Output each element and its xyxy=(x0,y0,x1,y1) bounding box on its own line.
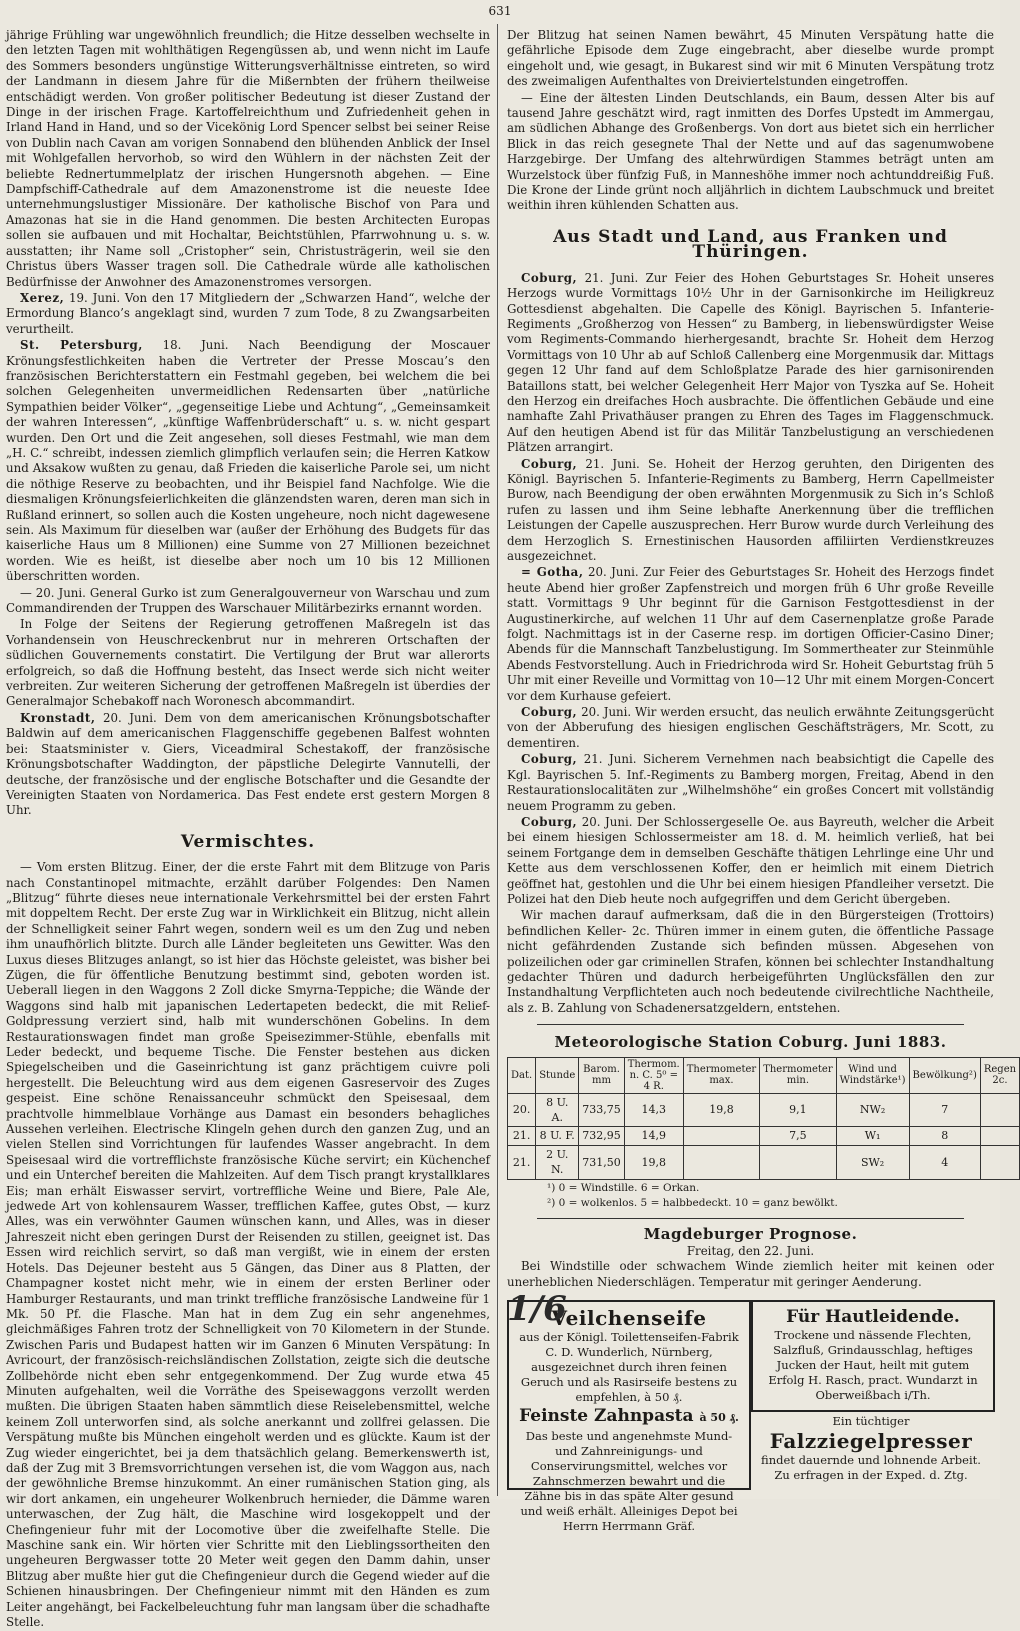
meteo-header-cell: Regen 2c. xyxy=(980,1057,1019,1093)
meteo-note: ²) 0 = wolkenlos. 5 = halbbedeckt. 10 = ganz bewölkt. xyxy=(547,1196,838,1209)
meteo-cell: NW₂ xyxy=(836,1093,909,1127)
meteo-cell xyxy=(980,1145,1019,1179)
ad-text: Trockene und nässende Flechten, Salzfluß, Grindausschlag, heftiges Jucken der Haut, heilt mit gutem Erfolg H. Rasch, pract. Wundarzt in Oberweißbach i/Th. xyxy=(768,1328,978,1403)
dateline: Coburg, xyxy=(521,814,578,829)
meteo-header-cell: Dat. xyxy=(508,1057,536,1093)
dateline: Kronstadt, xyxy=(20,710,96,725)
article-paragraph xyxy=(6,711,490,819)
meteo-note: ¹) 0 = Windstille. 6 = Orkan. xyxy=(547,1181,700,1194)
meteo-cell xyxy=(980,1127,1019,1145)
meteo-cell: 731,50 xyxy=(579,1145,625,1179)
dateline: Coburg, xyxy=(521,270,578,285)
ad-text: findet dauernde und lohnende Arbeit. Zu erfragen in der Exped. d. Ztg. xyxy=(761,1453,981,1483)
article-text: 19. Juni. Von den 17 Mitgliedern der „Schwarzen Hand“, welche der Ermordung Blanco’s angeklagt sind, wurden 7 zum Tode, 8 zu Zwangsarbeiten verurtheilt. xyxy=(6,290,490,336)
meteo-cell: 9,1 xyxy=(760,1093,836,1127)
meteo-header-cell: Wind und Windstärke¹) xyxy=(836,1057,909,1093)
article-text: 18. Juni. Nach Beendigung der Moscauer Krönungsfestlichkeiten haben die Vertreter der Presse Moscau’s den französischen Berichterstattern ein Festmahl gegeben, bei welchem die bei solchen Gelegenheiten unvermeidlichen Redensarten über „natürliche Sympathien beider Völker“, „gegenseitige Liebe und Achtung“, „Gemeinsamkeit der wahren Interessen“, „künftige Waffenbrüderschaft“ u. s. w. nicht gespart wurden. Den Ort und die Zeit angesehen, soll dieses Festmahl, wie man dem „H. C.“ schreibt, indessen ziemlich glimpflich verlaufen sein; die Herren Katkow und Aksakow wußten zu genau, daß Frieden die kaiserliche Parole sei, um nicht die nöthige Reserve zu beobachten, und ihr Beispiel fand Nachfolge. Wie die diesmaligen Krönungsfeierlichkeiten die glänzendsten waren, deren man sich in Rußland erinnert, so sollen auch die Kosten ungeheure, noch nicht dagewesene sein. Als Maximum für dieselben war (außer der Erhöhung des Budgets für das kaiserliche Haus um 8 Millionen) eine Summe von 27 Millionen bezeichnet worden. Wie es heißt, ist dieselbe aber noch um 10 bis 12 Millionen überschritten worden. xyxy=(6,338,491,584)
advertisements xyxy=(507,1289,994,1534)
prognose-date: Freitag, den 22. Juni. xyxy=(686,1244,815,1259)
meteo-header-cell: Barom. mm xyxy=(579,1057,625,1093)
meteo-cell: 733,75 xyxy=(579,1093,625,1127)
table-row xyxy=(508,1145,1020,1179)
meteo-cell: 14,9 xyxy=(624,1127,683,1145)
dateline: Coburg, xyxy=(521,705,578,720)
article-text: 20. Juni. Dem von dem americanischen Krönungsbotschafter Baldwin auf dem americanischen Flaggenschiffe gegebenen Balfest wohnten bei: Staatsminister v. Giers, Viceadmiral Schestakoff, der französische Krönungsbotschafter Waddington, der päpstliche Delegirte Vannutelli, der deutsche, der französische und der englische Botschafter und die Gesandte der Vereinigten Staaten von Nordamerica. Das Fest endete erst gestern Morgen 8 Uhr. xyxy=(6,710,491,818)
article-text: 20. Juni. Zur Feier des Geburtstages Sr. Hoheit des Herzogs findet heute Abend hier großer Zapfenstreich und morgen früh 6 Uhr große Reveille statt. Vormittags 9 Uhr beginnt für die Garnison Festgottesdienst in der Augustinerkirche, auf welchen 11 Uhr auf dem Casernenplatze große Parade folgt. Nachmittags ist in der Caserne resp. im dortigen Officier-Casino Diner; Abends für die Mannschaft Tanzbelustigung. Im Sommertheater zur Steinmühle Abends Festvorstellung. Auch in Friedrichroda wird Sr. Hoheit Geburtstag früh 5 Uhr mit einer Reveille und Vormittag von 10—12 Uhr mit einem Morgen-Concert vor dem Kurhause gefeiert. xyxy=(507,565,995,703)
table-row xyxy=(508,1127,1020,1145)
meteo-cell: 21. xyxy=(508,1127,536,1145)
ad-hautleidende xyxy=(751,1300,995,1412)
section-rule xyxy=(537,1024,964,1025)
meteo-cell: 8 U. F. xyxy=(536,1127,579,1145)
ad-title: Falzziegelpresser xyxy=(769,1429,973,1454)
article-paragraph xyxy=(507,457,994,565)
article-text: 20. Juni. Wir werden ersucht, das neulich erwähnte Zeitungsgerücht von der Abberufung des hiesigen englischen Geschäftsträgers, Mr. Scott, zu dementiren. xyxy=(507,705,995,750)
right-column xyxy=(507,28,1017,1534)
meteo-header-cell: Bewölkung²) xyxy=(909,1057,980,1093)
section-heading-stadt-land: Aus Stadt und Land, aus Franken und Thüringen. xyxy=(553,226,948,263)
ad-title: Für Hautleidende. xyxy=(786,1307,960,1328)
ad-price: à 50 ₰. xyxy=(699,1411,739,1425)
meteo-cell: 21. xyxy=(508,1145,536,1179)
article-paragraph: — Vom ersten Blitzug. Einer, der die erste Fahrt mit dem Blitzuge von Paris nach Constantinopel mitmachte, erzählt darüber Folgendes: Den Namen „Blitzug“ führte dieses neue internationale Verkehrsmittel bei der ersten Fahrt mit doppeltem Recht. Der erste Zug war in Wirklichkeit ein Blitzug, nicht allein der Schnelligkeit seiner Fahrt wegen, sondern weil es um den Zug und neben ihm unaufhörlich blitzte. Durch alle Länder begleiteten uns Gewitter. Was den Luxus dieses Blitzuges anlangt, so ist hier das Höchste geleistet, was bisher bei Zügen, die für öffentliche Benutzung bestimmt sind, geboten worden ist. Ueberall liegen in den Waggons 2 Zoll dicke Smyrna-Teppiche; die Wände der Waggons sind halb mit japanischen Ledertapeten bedeckt, die mit Relief-Goldpressung verziert sind, halb mit wunderschönen Gobelins. In dem Restaurationswagen findet man große Speisezimmer-Stühle, ebenfalls mit Leder bedeckt, und bequeme Tische. Die Fenster bestehen aus dicken Spiegelscheiben und die Gaseinrichtung ist ganz prächtigem cuivre poli hergestellt. Die Beleuchtung wird aus dem eigenen Gasreservoir des Zuges gespeist. Eine schöne Renaissanceuhr schmückt den Speisesaal, dem prachtvolle himmelblaue Vorhänge aus Damast ein besonders behagliches Aussehen verleihen. Electrische Klingeln gehen durch den ganzen Zug, und an vielen Stellen sind Vorrichtungen für laufendes Wasser angebracht. In dem Speisesaal wird die vortrefflichste französische Küche servirt; ein Küchenchef und ein Unterchef bereiten die Mahlzeiten. Auf dem Tisch prangt krystallklares Eis; man erhält Eiswasser servirt, vortreffliche Weine und Biere, Pale Ale, jedwede Art von kohlensaurem Wasser, trefflichen Kaffee, gutes Obst, — kurz Alles, was ein verwöhnter Gaumen wünschen kann, und Alles, was in dieser Jahreszeit nicht eben geringen Durst der Reisenden zu stillen, geeignet ist. Das Essen wird reichlich servirt, so daß man vergißt, wie in einem der ersten Hotels. Das Dejeuner besteht aus 5 Gängen, das Diner aus 8 Platten, der Champagner kostet nicht mehr, wie in einem der ersten Berliner oder Hamburger Restaurants, und man trinkt treffliche französische Landweine für 1 Mk. 50 Pf. die Flasche. Man hat in dem Zug ein sehr angenehmes, gleichmäßiges Fahren trotz der Schnelligkeit von 70 Kilometern in der Stunde. Zwischen Paris und Budapest hatten wir im Ganzen 6 Minuten Verspätung: In Avricourt, der französisch-reichsländischen Zollstation, zeigte sich die deutsche Zollbehörde nicht eben sehr entgegenkommend. Der Zug wurde etwa 45 Minuten aufgehalten, weil die Vorräthe des Speisewaggons verzollt werden mußten. Die übrigen Staaten haben sämmtlich diese Reiselebensmittel, welche keinem Zoll unterworfen sind, als solche anerkannt und zollfrei gelassen. Die Verspätung mußte bis München eingeholt werden und es glückte. Kaum ist der Zug wieder eingerichtet, bei ja dem thatsächlich gelang. Bemerkenswerth ist, daß der Zug mit 3 Bremsvorrichtungen versehen ist, die vom Waggon aus, nach der gewöhnliche Bremse hinzukommt. An einer rumänischen Station ging, als wir dort ankamen, ein ungeheurer Wolkenbruch hernieder, die Dämme waren unterwaschen, der Zug hält, die Maschine wird losgekoppelt und der Chefingenieur fuhr mit der Locomotive über die zweifelhafte Stelle. Die Maschine sank ein. Wir hörten vier Schritte mit den Lieblingssortheiten den ungeheuren Bergwasser totte 20 Meter weit gegen den Damm dahin, unser Blitzug aber mußte hier gut die Chefingenieur durch die Gegend wieder auf die Schienen hinausbringen. Der Chefingenieur nimmt mit den Händen es zum Leiter angehängt, bei Fackelbeleuchtung fuhr man langsam über die schadhafte Stelle. xyxy=(6,860,490,1630)
article-paragraph xyxy=(507,815,994,907)
ad-veilchenseife xyxy=(507,1289,751,1534)
column-divider xyxy=(497,24,498,1496)
article-text: 21. Juni. Zur Feier des Hohen Geburtstages Sr. Hoheit unseres Herzogs wurde Vormittags 10½ Uhr in der Garnisonkirche im Heiligkreuz Gottesdienst abgehalten. Die Capelle des Königl. Bayrischen 5. Infanterie-Regiments „Großherzog von Hessen“ zu Bamberg, in liebenswürdigster Weise vom Regiments-Commando hierhergesandt, brachte Sr. Hoheit dem Herzog Vormittags von 10 Uhr ab auf Schloß Callenberg eine Morgenmusik dar. Mittags gegen 12 Uhr fand auf dem Schloßplatze Parade des hier garnisonirenden Bataillons statt, bei welcher Gelegenheit Herr Major von Tyszka auf Se. Hoheit den Herzog ein dreifaches Hoch ausbrachte. Die öffentlichen Gebäude und eine namhafte Zahl Privathäuser prangen zu Ehren des Tages im Flaggenschmuck. Auf den heutigen Abend ist für das Militär Tanzbelustigung an verschiedenen Plätzen arrangirt. xyxy=(507,270,994,455)
article-text: 21. Juni. Se. Hoheit der Herzog geruhten, den Dirigenten des Königl. Bayrischen 5. Infanterie-Regiments zu Bamberg, Herrn Capellmeister Burow, nach Beendigung der oben erwähnten Morgenmusik zu Sich in’s Schloß rufen zu lassen und ihm Seine lebhafte Anerkennung über die trefflichen Leistungen der Capelle auszusprechen. Herr Burow wurde durch Verleihung des dem Herzoglich S. Ernestinischen Hausorden affiliirten Verdienstkreuzes ausgezeichnet. xyxy=(507,456,995,563)
meteo-cell xyxy=(683,1127,759,1145)
article-paragraph: jährige Frühling war ungewöhnlich freundlich; die Hitze desselben wechselte in den letzten Tagen mit wohlthätigen Regengüssen ab, und wenn nicht im Laufe des Sommers besonders ungünstige Witterungsverhältnisse eintreten, so wird der Landmann in diesem Jahre für die Mißernbten der frühern theilweise entschädigt werden. Von großer politischer Bedeutung ist dieser Zustand der Dinge in der irischen Frage. Kartoffelreichthum und Zufriedenheit gehen in Irland Hand in Hand, und so der Vicekönig Lord Spencer selbst bei seiner Reise von Dublin nach Cavan am vorigen Sonnabend den blühenden Anblick der Insel mit Wohlgefallen hervorhob, so wird den Wühlern in der nächsten Zeit der beliebte Rednertummelplatz der irischen Hungersnoth abgehen. — Eine Dampfschiff-Cathedrale auf dem Amazonenstrome ist die neueste Idee unternehmungslustiger Missionäre. Der katholische Bischof von Para und Amazonas hat sie in die Hand genommen. Die besten Architecten Europas sollen sie aufbauen und mit Hochaltar, Beichtstühlen, Pfarrwohnung u. s. w. ausstatten; ihr Name soll „Cristopher“ sein, Christusträgerin, weil sie den Christus übers Wasser tragen soll. Die Cathedrale würde alle katholischen Bedürfnisse der Anwohner des Amazonenstromes versorgen. xyxy=(6,28,490,289)
meteo-cell: 2 U. N. xyxy=(536,1145,579,1179)
meteo-cell xyxy=(683,1145,759,1179)
ad-text: Das beste und angenehmste Mund- und Zahnreinigungs- und Conservirungsmittel, welches vor Zahnschmerzen bewahrt und die Zähne bis in das späte Alter gesund und weiß erhält. Alleiniges Depot bei Herrn Herrmann Gräf. xyxy=(520,1429,738,1534)
ad-subtitle: Feinste Zahnpasta xyxy=(519,1406,694,1427)
page-number: 631 xyxy=(488,4,512,18)
article-paragraph xyxy=(507,705,994,751)
meteo-cell xyxy=(760,1145,836,1179)
meteo-table xyxy=(507,1057,1020,1180)
dateline: = Gotha, xyxy=(521,565,584,580)
ad-text: aus der Königl. Toilettenseifen-Fabrik C. D. Wunderlich, Nürnberg, ausgezeichnet durch ihren feinen Geruch und als Rasirseife bestens zu empfehlen, à 50 ₰. xyxy=(519,1330,739,1405)
meteo-cell: 20. xyxy=(508,1093,536,1127)
meteo-cell: 7,5 xyxy=(760,1127,836,1145)
section-rule xyxy=(537,1218,964,1219)
meteo-cell: 732,95 xyxy=(579,1127,625,1145)
meteo-cell: SW₂ xyxy=(836,1145,909,1179)
meteo-header-cell: Thermometer max. xyxy=(683,1057,759,1093)
meteo-title: Meteorologische Station Coburg. Juni 1883. xyxy=(554,1033,947,1052)
article-paragraph xyxy=(6,338,490,585)
article-paragraph: Wir machen darauf aufmerksam, daß die in den Bürgersteigen (Trottoirs) befindlichen Keller- 2c. Thüren immer in einem guten, die öffentliche Passage nicht gefährdenden Zustande sich befinden müssen. Abgesehen von polizeilichen oder gar criminellen Strafen, können bei schlechter Instandhaltung gedachter Thüren und dadurch herbeigeführten Unglücksfällen den zur Instandhaltung Verpflichteten auch noch bedeutende civilrechtliche Nachtheile, als z. B. Zahlung von Schadenersatzgeldern, entstehen. xyxy=(507,908,994,1015)
article-text: 21. Juni. Sicherem Vernehmen nach beabsichtigt die Capelle des Kgl. Bayrischen 5. Inf.-Regiments zu Bamberg morgen, Freitag, Abend in den Restaurationslocalitäten zur „Wilhelmshöhe“ ein großes Concert mit vollständig neuem Programm zu geben. xyxy=(507,752,995,813)
article-paragraph: In Folge der Seitens der Regierung getroffenen Maßregeln ist das Vorhandensein von Heuschreckenbrut nur in mehreren Ortschaften der südlichen Gouvernements constatirt. Die Vertilgung der Brut war allerorts erfolgreich, so daß die Hoffnung besteht, das Insect werde sich nicht weiter verbreiten. Zur weiteren Sicherung der getroffenen Maßregeln ist überdies der Generalmajor Schebakoff nach Woronesch abcommandirt. xyxy=(6,617,490,709)
prognose-text: Bei Windstille oder schwachem Winde ziemlich heiter mit keinen oder unerheblichen Niederschlägen. Temperatur mit geringer Aenderung. xyxy=(507,1259,994,1289)
meteo-header-row xyxy=(508,1057,1020,1093)
article-paragraph xyxy=(507,752,994,814)
meteo-header-cell: Thermom. n. C. 5⁰ = 4 R. xyxy=(624,1057,683,1093)
meteo-header-cell: Thermometer min. xyxy=(760,1057,836,1093)
article-paragraph: — 20. Juni. General Gurko ist zum Generalgouverneur von Warschau und zum Commandirenden der Truppen des Warschauer Militärbezirks ernannt worden. xyxy=(6,585,490,616)
prognose-title: Magdeburger Prognose. xyxy=(643,1224,858,1243)
article-paragraph: Der Blitzug hat seinen Namen bewährt, 45 Minuten Verspätung hatte die gefährliche Episode dem Zuge eingebracht, aber dieselbe wurde prompt eingeholt und, wie gesagt, in Bukarest sind wir mit 6 Minuten Verspätung trotz des zweimaligen Aufenthaltes von Dreiviertelstunden eingetroffen. xyxy=(507,28,994,89)
meteo-cell xyxy=(980,1093,1019,1127)
article-paragraph: — Eine der ältesten Linden Deutschlands, ein Baum, dessen Alter bis auf tausend Jahre geschätzt wird, ragt inmitten des Dorfes Upstedt im Ammergau, am südlichen Abhange des Großenbergs. Von dort aus bietet sich ein herrlicher Blick in das reich gesegnete Thal der Nette und auf das sagenumwobene Harzgebirge. Der Umfang des altehrwürdigen Stammes beträgt unten am Wurzelstock über fünfzig Fuß, in Manneshöhe immer noch achtunddreißig Fuß. Die Krone der Linde grünt noch alljährlich in dichtem Laubschmuck und breitet weithin ihren kühlenden Schatten aus. xyxy=(507,90,994,213)
table-row xyxy=(508,1093,1020,1127)
dateline: Coburg, xyxy=(521,456,578,471)
meteo-cell: 4 xyxy=(909,1145,980,1179)
ad-falzziegelpresser xyxy=(751,1410,991,1486)
meteo-cell: 8 xyxy=(909,1127,980,1145)
ad-title xyxy=(515,1405,743,1429)
article-paragraph xyxy=(507,271,994,456)
meteo-header-cell: Stunde xyxy=(536,1057,579,1093)
section-heading-vermischtes: Vermischtes. xyxy=(180,831,316,852)
article-paragraph xyxy=(6,291,490,337)
left-column xyxy=(6,28,490,1631)
ad-title: Veilchenseife xyxy=(551,1306,707,1331)
article-text: 20. Juni. Der Schlossergeselle Oe. aus Bayreuth, welcher die Arbeit bei einem hiesigen Schlossermeister am 18. d. M. heimlich verließ, hat bei seinem Fortgange dem in demselben Geschäfte thätigen Lehrlinge eine Uhr und Kette aus dem verschlossenen Koffer, den er heimlich mit einem Dietrich geöffnet hat, gestohlen und die Uhr bei einem hiesigen Pfandleiher versetzt. Die Polizei hat den Dieb heute noch aufgegriffen und dem Gericht übergeben. xyxy=(507,814,994,906)
dateline: Coburg, xyxy=(521,752,578,767)
article-paragraph xyxy=(507,565,994,704)
meteo-cell: 19,8 xyxy=(624,1145,683,1179)
dateline: St. Petersburg, xyxy=(20,338,143,353)
meteo-cell: 8 U. A. xyxy=(536,1093,579,1127)
meteo-cell: 14,3 xyxy=(624,1093,683,1127)
ad-pretitle: Ein tüchtiger xyxy=(832,1414,910,1429)
meteo-cell: W₁ xyxy=(836,1127,909,1145)
dateline: Xerez, xyxy=(20,290,65,305)
meteo-cell: 7 xyxy=(909,1093,980,1127)
meteo-cell: 19,8 xyxy=(683,1093,759,1127)
handwritten-mark: 1/6 xyxy=(507,1289,567,1330)
